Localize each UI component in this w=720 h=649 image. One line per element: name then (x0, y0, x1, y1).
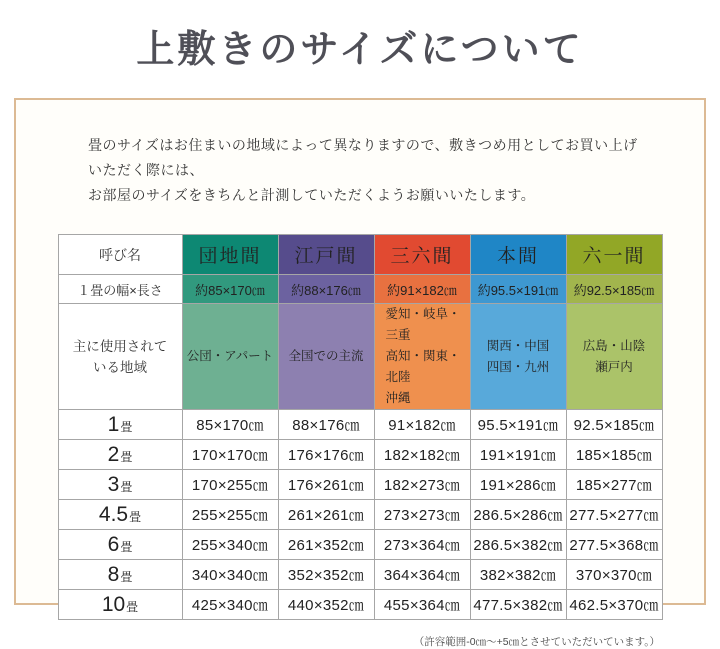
column-header-edoma: 江戸間 (278, 235, 374, 275)
width-cell: 約92.5×185㎝ (566, 275, 662, 304)
width-row-label: １畳の幅×長さ (58, 275, 182, 304)
region-cell (374, 304, 470, 410)
size-label: 1畳 (58, 410, 182, 440)
region-label-line-2: いる地域 (93, 359, 147, 375)
size-value-cell: 182×182㎝ (374, 440, 470, 470)
size-label: 10畳 (58, 590, 182, 620)
size-label: 3畳 (58, 470, 182, 500)
size-row-2jo (58, 440, 662, 470)
size-value-cell: 92.5×185㎝ (566, 410, 662, 440)
size-value-cell: 364×364㎝ (374, 560, 470, 590)
size-row-6jo (58, 530, 662, 560)
tatami-width-row (58, 275, 662, 304)
size-label: 6畳 (58, 530, 182, 560)
size-value-cell: 170×170㎝ (182, 440, 278, 470)
size-row-10jo (58, 590, 662, 620)
column-header-sabuma: 三六間 (374, 235, 470, 275)
size-value-cell: 191×286㎝ (470, 470, 566, 500)
region-text: 四国・九州 (486, 359, 550, 374)
size-value-cell: 191×191㎝ (470, 440, 566, 470)
size-value-cell: 277.5×368㎝ (566, 530, 662, 560)
size-row-4-5jo (58, 500, 662, 530)
region-text: 関西・中国 (486, 338, 550, 353)
size-value-cell: 185×277㎝ (566, 470, 662, 500)
size-value-cell: 91×182㎝ (374, 410, 470, 440)
size-value-cell: 462.5×370㎝ (566, 590, 662, 620)
column-header-rokuichima: 六一間 (566, 235, 662, 275)
size-value-cell: 273×273㎝ (374, 500, 470, 530)
region-row (58, 304, 662, 410)
region-text: 高知・関東・北陸 (385, 349, 461, 384)
page-title: 上敷きのサイズについて (136, 29, 584, 71)
size-value-cell: 176×176㎝ (278, 440, 374, 470)
tolerance-note: （許容範囲-0㎝～+5㎝とさせていただいています。） (413, 636, 660, 648)
column-header-danchima: 団地間 (182, 235, 278, 275)
corner-label: 呼び名 (58, 235, 182, 275)
region-cell (182, 304, 278, 410)
size-value-cell: 440×352㎝ (278, 590, 374, 620)
size-value-cell: 176×261㎝ (278, 470, 374, 500)
size-value-cell: 95.5×191㎝ (470, 410, 566, 440)
size-value-cell: 425×340㎝ (182, 590, 278, 620)
region-text: 沖縄 (385, 391, 411, 405)
size-value-cell: 277.5×277㎝ (566, 500, 662, 530)
description-line-1: 畳のサイズはお住まいの地域によって異なりますので、敷きつめ用としてお買い上げいただく際には、 (88, 137, 638, 178)
size-row-8jo (58, 560, 662, 590)
size-value-cell: 88×176㎝ (278, 410, 374, 440)
region-text: 愛知・岐阜・三重 (385, 307, 461, 342)
width-cell: 約85×170㎝ (182, 275, 278, 304)
column-header-honma: 本間 (470, 235, 566, 275)
width-cell: 約95.5×191㎝ (470, 275, 566, 304)
size-value-cell: 382×382㎝ (470, 560, 566, 590)
size-value-cell: 170×255㎝ (182, 470, 278, 500)
width-cell: 約91×182㎝ (374, 275, 470, 304)
description-line-2: お部屋のサイズをきちんと計測していただくようお願いいたします。 (88, 187, 536, 203)
size-value-cell: 340×340㎝ (182, 560, 278, 590)
region-row-label (58, 304, 182, 410)
size-value-cell: 255×255㎝ (182, 500, 278, 530)
tatami-size-table (58, 234, 663, 620)
size-value-cell: 273×364㎝ (374, 530, 470, 560)
size-value-cell: 255×340㎝ (182, 530, 278, 560)
size-value-cell: 370×370㎝ (566, 560, 662, 590)
size-value-cell: 261×261㎝ (278, 500, 374, 530)
region-text: 全国での主流 (288, 349, 364, 363)
size-value-cell: 85×170㎝ (182, 410, 278, 440)
size-value-cell: 455×364㎝ (374, 590, 470, 620)
size-row-1jo (58, 410, 662, 440)
size-value-cell: 182×273㎝ (374, 470, 470, 500)
header-row (58, 235, 662, 275)
size-value-cell: 185×185㎝ (566, 440, 662, 470)
size-row-3jo (58, 470, 662, 500)
size-value-cell: 352×352㎝ (278, 560, 374, 590)
region-text: 公団・アパート (186, 349, 274, 363)
region-text: 瀬戸内 (595, 359, 633, 374)
width-cell: 約88×176㎝ (278, 275, 374, 304)
size-value-cell: 286.5×286㎝ (470, 500, 566, 530)
content-panel (14, 98, 706, 648)
region-cell (278, 304, 374, 410)
region-cell (566, 304, 662, 410)
region-label-line-1: 主に使用されて (72, 338, 168, 354)
region-text: 広島・山陰 (582, 338, 646, 353)
size-label: 8畳 (58, 560, 182, 590)
size-value-cell: 477.5×382㎝ (470, 590, 566, 620)
description-text (88, 133, 646, 208)
size-value-cell: 286.5×382㎝ (470, 530, 566, 560)
size-label: 2畳 (58, 440, 182, 470)
region-cell (470, 304, 566, 410)
size-value-cell: 261×352㎝ (278, 530, 374, 560)
size-label: 4.5畳 (58, 500, 182, 530)
